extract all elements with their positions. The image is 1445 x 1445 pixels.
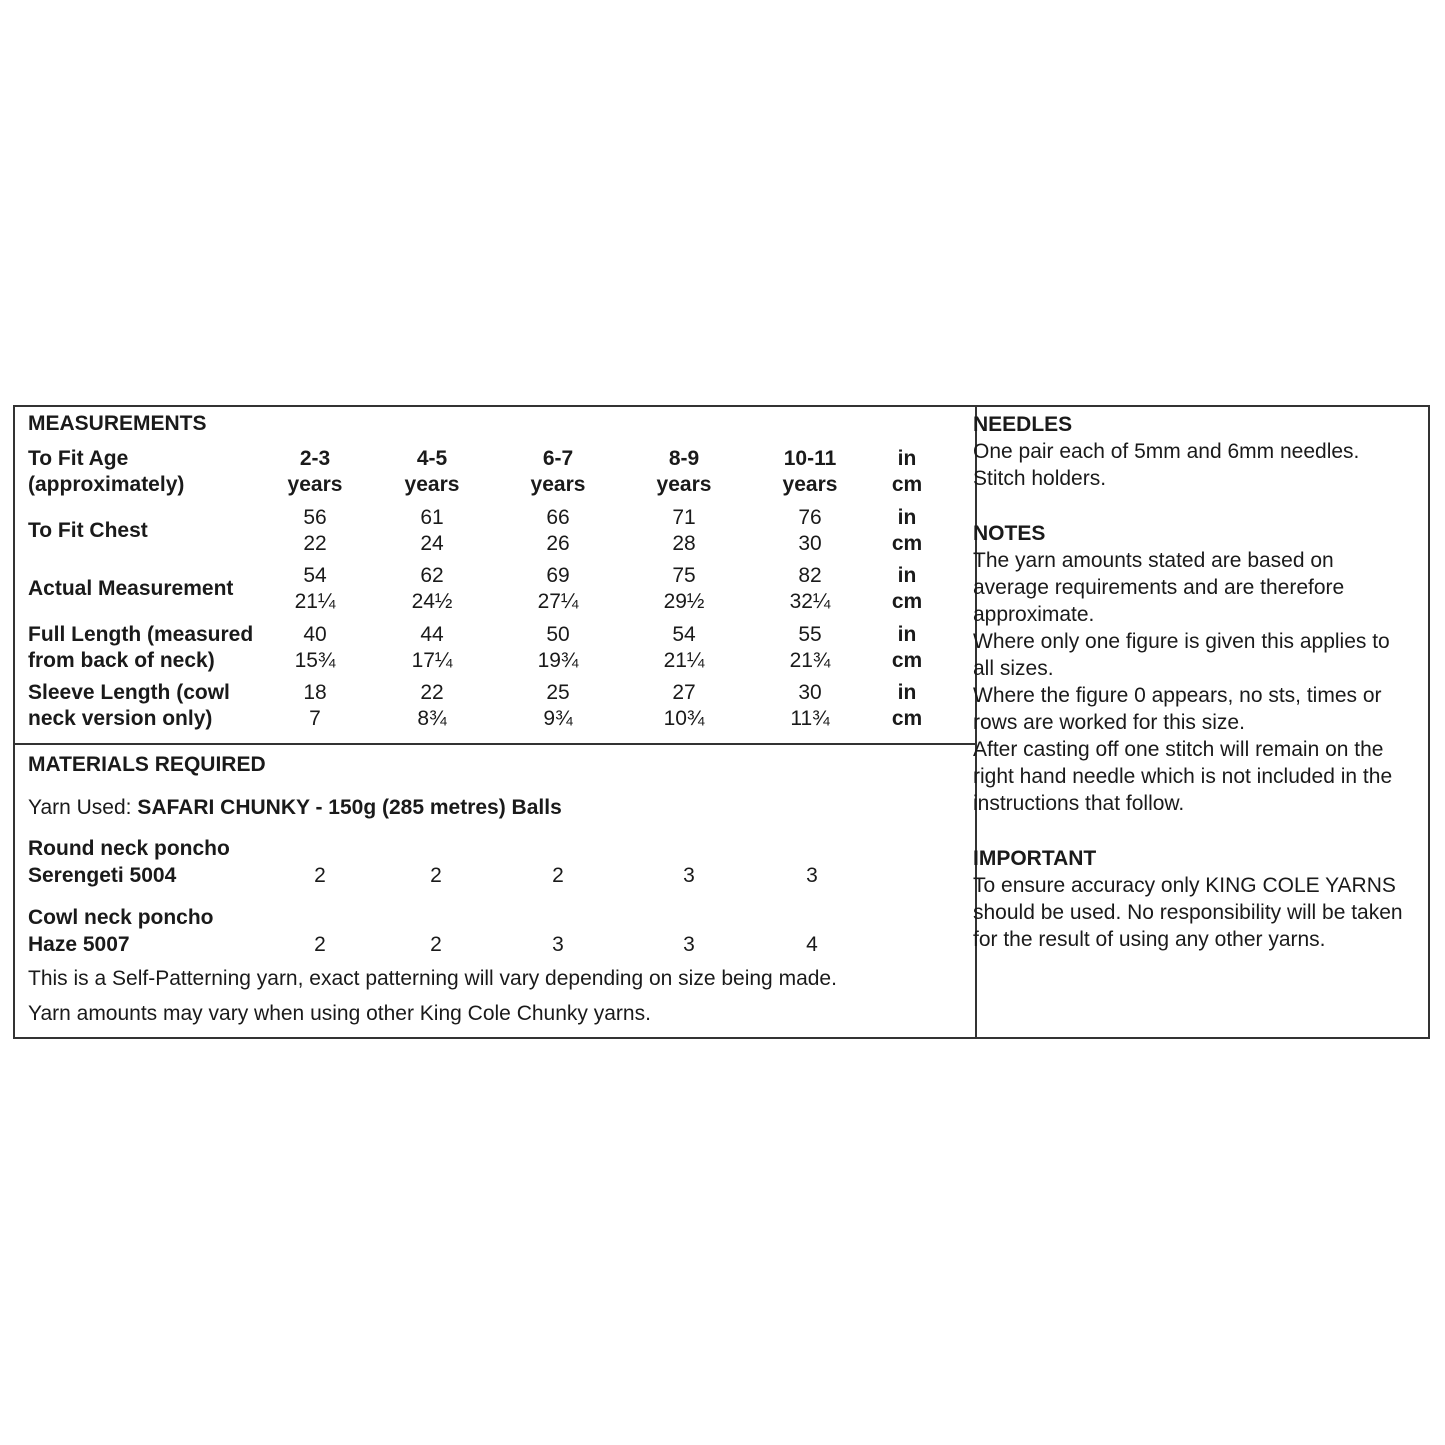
material-balls: 3 [683,933,695,956]
row-label: neck version only) [28,707,213,730]
value-in: 69 [546,564,570,587]
section-divider [15,743,975,745]
size-age-header: 4-5 [416,447,448,470]
row-label: Actual Measurement [28,577,234,600]
value-cm: 24 [420,532,444,555]
unit-in: in [897,564,917,587]
unit-cm: cm [891,707,923,730]
needles-title: NEEDLES [973,413,1073,436]
size-age-header: 8-9 [668,447,700,470]
unit-cm: cm [891,532,923,555]
unit-in: in [897,506,917,529]
value-cm: 21¼ [294,590,336,613]
value-in: 40 [303,623,327,646]
row-label: To Fit Chest [28,519,148,542]
material-balls: 2 [314,933,326,956]
needles-text-2: Stitch holders. [973,467,1107,490]
value-in: 66 [546,506,570,529]
material-balls: 2 [552,864,564,887]
value-in: 76 [798,506,822,529]
needles-text: One pair each of 5mm and 6mm needles. [973,440,1360,463]
unit-in: in [897,681,917,704]
notes-section [973,520,1413,817]
value-cm: 24½ [411,590,453,613]
value-cm: 28 [672,532,696,555]
size-age-header: 6-7 [542,447,574,470]
material-balls: 2 [430,864,442,887]
materials-title: MATERIALS REQUIRED [28,753,266,776]
value-in: 22 [420,681,444,704]
value-in: 50 [546,623,570,646]
material-shade: Haze 5007 [28,933,130,956]
value-in: 71 [672,506,696,529]
value-cm: 7 [309,707,321,730]
value-cm: 11¾ [790,707,830,730]
material-label: Round neck poncho [28,837,230,860]
yarn-used-prefix: Yarn Used: [28,796,138,819]
value-in: 75 [672,564,696,587]
value-in: 18 [303,681,327,704]
notes-paragraph: After casting off one stitch will remain on the right hand needle which is not included in the instructions that follow. [973,738,1393,815]
size-age-header: 2-3 [299,447,331,470]
value-in: 55 [798,623,822,646]
measurements-title: MEASUREMENTS [28,412,207,435]
value-cm: 9¾ [543,707,573,730]
material-balls: 3 [806,864,818,887]
yarn-note-2: Yarn amounts may vary when using other King Cole Chunky yarns. [28,1002,651,1025]
size-unit-header: years [782,473,838,496]
material-balls: 3 [552,933,564,956]
value-in: 25 [546,681,570,704]
needles-section [973,411,1413,492]
important-title: IMPORTANT [973,847,1097,870]
value-cm: 17¼ [411,649,453,672]
size-unit-header: years [287,473,343,496]
notes-paragraph: The yarn amounts stated are based on average requirements and are therefore approximate. [973,549,1345,626]
age-label: To Fit Age [28,447,129,470]
size-unit-header: years [656,473,712,496]
unit-in: in [897,623,917,646]
value-in: 27 [672,681,696,704]
unit-cm: cm [891,649,923,672]
size-unit-header: years [530,473,586,496]
value-cm: 30 [798,532,822,555]
value-cm: 21¾ [789,649,831,672]
value-in: 56 [303,506,327,529]
value-cm: 22 [303,532,327,555]
value-in: 62 [420,564,444,587]
unit-cm: cm [891,590,923,613]
important-section [973,845,1413,953]
value-cm: 32¼ [789,590,831,613]
notes-paragraph: Where the figure 0 appears, no sts, times or rows are worked for this size. [973,684,1382,734]
size-unit-header: years [404,473,460,496]
value-in: 61 [420,506,444,529]
material-balls: 4 [806,933,818,956]
value-in: 44 [420,623,444,646]
unit-cm-header: cm [891,473,923,496]
yarn-name: SAFARI CHUNKY - 150g (285 metres) Balls [137,796,562,819]
value-cm: 21¼ [663,649,705,672]
notes-title: NOTES [973,522,1046,545]
row-label: Sleeve Length (cowl [28,681,230,704]
value-cm: 26 [546,532,570,555]
value-cm: 8¾ [417,707,447,730]
value-cm: 27¼ [537,590,579,613]
row-label: Full Length (measured [28,623,254,646]
notes-paragraph: Where only one figure is given this applies to all sizes. [973,630,1390,680]
value-cm: 29½ [663,590,705,613]
value-cm: 19¾ [537,649,579,672]
value-in: 54 [672,623,696,646]
size-age-header: 10-11 [783,447,837,470]
yarn-used [28,795,562,821]
material-balls: 3 [683,864,695,887]
value-in: 30 [798,681,822,704]
material-label: Cowl neck poncho [28,906,214,929]
important-text: To ensure accuracy only KING COLE YARNS should be used. No responsibility will be taken for the result of using any other yarns. [973,874,1403,951]
yarn-note-1: This is a Self-Patterning yarn, exact patterning will vary depending on size being made. [28,967,837,990]
value-in: 54 [303,564,327,587]
material-shade: Serengeti 5004 [28,864,177,887]
row-label: from back of neck) [28,649,215,672]
unit-in-header: in [897,447,917,470]
value-cm: 10¾ [663,707,705,730]
material-balls: 2 [314,864,326,887]
value-in: 82 [798,564,822,587]
material-balls: 2 [430,933,442,956]
value-cm: 15¾ [294,649,336,672]
age-label-sub: (approximately) [28,473,185,496]
